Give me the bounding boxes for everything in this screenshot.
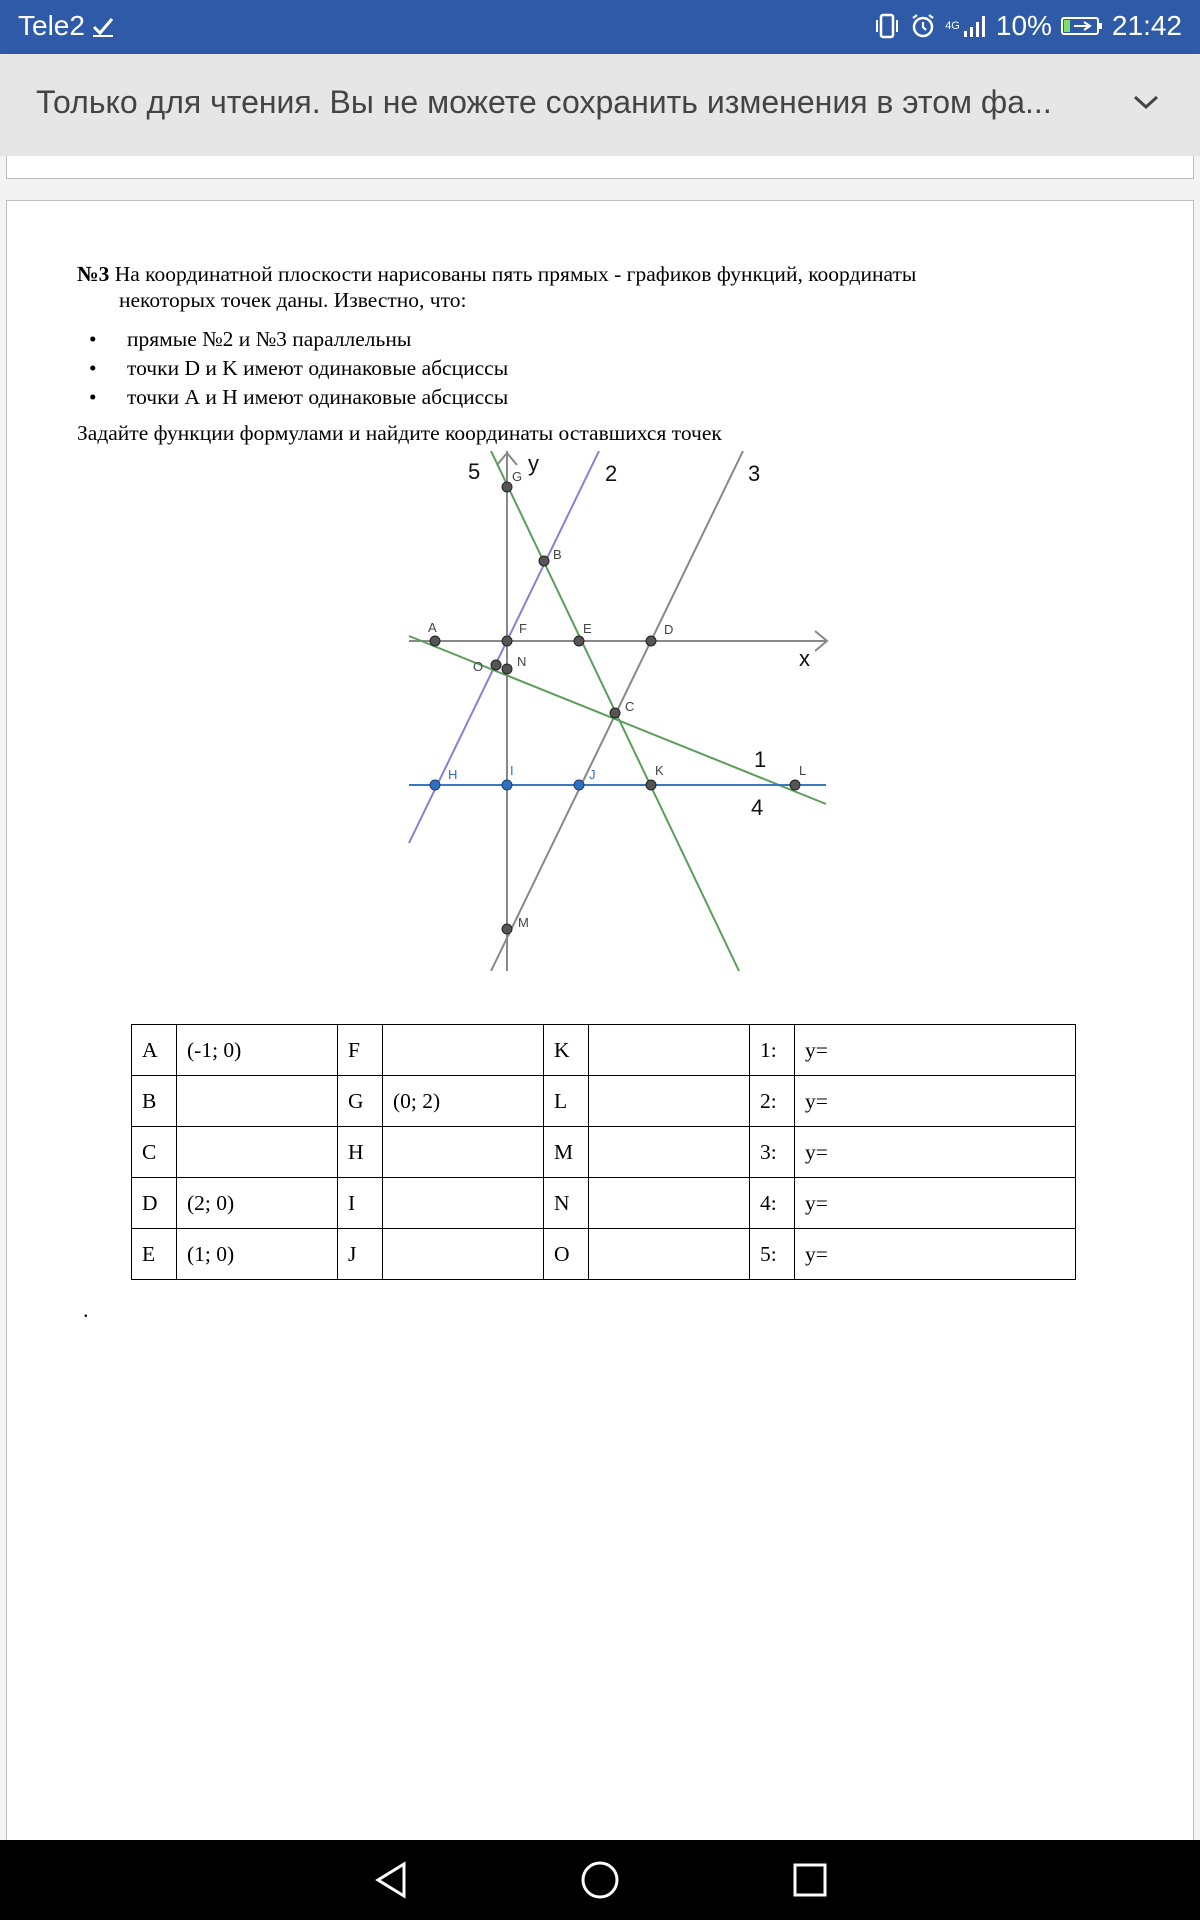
point-label-d: D <box>664 622 674 637</box>
recents-square-icon <box>790 1860 830 1900</box>
recents-button[interactable] <box>786 1856 834 1904</box>
line-3-label: 3 <box>748 461 761 486</box>
alarm-icon <box>909 12 937 40</box>
line-2-label: 2 <box>605 461 618 486</box>
table-cell-value <box>383 1229 544 1280</box>
point-label-b: B <box>553 547 562 562</box>
table-cell-value: (-1; 0) <box>177 1025 338 1076</box>
list-item: • прямые №2 и №3 параллельны <box>87 325 508 354</box>
point-l <box>790 780 800 790</box>
carrier-info <box>18 10 115 42</box>
point-label-o: O <box>473 659 484 674</box>
table-cell-value <box>589 1178 750 1229</box>
points <box>430 482 800 934</box>
table-cell-label: L <box>544 1076 589 1127</box>
task-intro-continued: некоторых точек даны. Известно, что: <box>119 288 467 312</box>
signal-icon <box>945 13 988 39</box>
table-cell-value: y= <box>795 1229 1076 1280</box>
stray-mark: . <box>83 1297 89 1322</box>
point-c <box>610 708 620 718</box>
battery-charging-icon <box>1060 14 1104 38</box>
table-cell-label: 3: <box>750 1127 795 1178</box>
table-cell-label: D <box>132 1178 177 1229</box>
task-intro: На координатной плоскости нарисованы пять прямых - графиков функций, координаты <box>114 262 917 286</box>
table-cell-label: 1: <box>750 1025 795 1076</box>
table-cell-value: y= <box>795 1127 1076 1178</box>
table-cell-label: B <box>132 1076 177 1127</box>
point-n <box>502 664 512 674</box>
point-label-j: J <box>589 767 596 782</box>
status-bar <box>0 0 1200 54</box>
check-icon <box>91 14 115 38</box>
table-cell-value: (2; 0) <box>177 1178 338 1229</box>
table-cell-value <box>177 1076 338 1127</box>
task-statement <box>77 261 1037 313</box>
carrier-name: Tele2 <box>18 10 85 41</box>
conditions-list <box>87 325 508 412</box>
read-only-message: Только для чтения. Вы не можете сохранить изменения в этом фа... <box>36 84 1052 120</box>
point-label-a: A <box>428 620 437 635</box>
table-cell-value <box>589 1229 750 1280</box>
line-1-label: 1 <box>754 747 767 772</box>
point-k <box>646 780 656 790</box>
table-cell-value <box>383 1178 544 1229</box>
y-axis-label: y <box>528 451 539 476</box>
table-cell-label: H <box>338 1127 383 1178</box>
line-4-label: 4 <box>751 795 764 820</box>
table-cell-label: 4: <box>750 1178 795 1229</box>
table-cell-value <box>177 1127 338 1178</box>
home-circle-icon <box>580 1860 620 1900</box>
read-only-banner[interactable] <box>0 54 1200 156</box>
chevron-down-icon[interactable] <box>1132 92 1160 117</box>
table-cell-value: (0; 2) <box>383 1076 544 1127</box>
point-f <box>502 636 512 646</box>
previous-page-edge <box>6 156 1194 179</box>
point-label-f: F <box>519 621 527 636</box>
network-type: 4G <box>945 19 960 32</box>
vibrate-icon <box>873 12 901 40</box>
document-viewport[interactable] <box>0 156 1200 1840</box>
table-row <box>132 1229 1076 1280</box>
table-cell-label: E <box>132 1229 177 1280</box>
table-row <box>132 1076 1076 1127</box>
table-cell-label: F <box>338 1025 383 1076</box>
document-page <box>6 200 1194 1862</box>
point-label-h: H <box>448 767 458 782</box>
point-g <box>502 482 512 492</box>
table-cell-value: y= <box>795 1076 1076 1127</box>
list-item: • точки А и H имеют одинаковые абсциссы <box>87 383 508 412</box>
x-axis-label: x <box>799 646 810 671</box>
point-label-m: M <box>518 915 529 930</box>
coordinate-figure <box>401 451 831 971</box>
table-cell-value <box>589 1076 750 1127</box>
point-d <box>646 636 656 646</box>
table-cell-label: O <box>544 1229 589 1280</box>
table-cell-label: N <box>544 1178 589 1229</box>
point-label-i: I <box>510 763 514 778</box>
clock-time: 21:42 <box>1111 10 1182 41</box>
table-cell-label: A <box>132 1025 177 1076</box>
table-cell-label: G <box>338 1076 383 1127</box>
table-cell-label: M <box>544 1127 589 1178</box>
line-5-label: 5 <box>468 459 481 484</box>
table-cell-value <box>589 1127 750 1178</box>
table-cell-value: (1; 0) <box>177 1229 338 1280</box>
task-number: №3 <box>77 262 110 286</box>
point-label-c: C <box>625 699 635 714</box>
table-cell-value: y= <box>795 1025 1076 1076</box>
point-b <box>539 556 549 566</box>
point-label-e: E <box>583 621 592 636</box>
table-cell-value: y= <box>795 1178 1076 1229</box>
point-h <box>430 780 440 790</box>
point-a <box>430 636 440 646</box>
table-row <box>132 1178 1076 1229</box>
point-label-k: K <box>655 763 664 778</box>
table-cell-label: 2: <box>750 1076 795 1127</box>
table-cell-label: C <box>132 1127 177 1178</box>
table-cell-label: K <box>544 1025 589 1076</box>
point-m <box>502 924 512 934</box>
point-label-l: L <box>799 763 807 778</box>
list-item: • точки D и K имеют одинаковые абсциссы <box>87 354 508 383</box>
point-label-g: G <box>512 469 523 484</box>
back-button[interactable] <box>368 1856 416 1904</box>
table-cell-label: I <box>338 1178 383 1229</box>
point-j <box>574 780 584 790</box>
table-cell-label: J <box>338 1229 383 1280</box>
status-icons <box>873 10 1182 42</box>
home-button[interactable] <box>576 1856 624 1904</box>
point-e <box>574 636 584 646</box>
point-o <box>491 660 501 670</box>
battery-percent: 10% <box>995 10 1052 41</box>
task-question: Задайте функции формулами и найдите координаты оставшихся точек <box>77 421 722 445</box>
answer-table <box>131 1024 1076 1280</box>
point-i <box>502 780 512 790</box>
table-cell-value <box>589 1025 750 1076</box>
navigation-bar <box>0 1840 1200 1920</box>
table-cell-label: 5: <box>750 1229 795 1280</box>
point-label-n: N <box>517 654 527 669</box>
back-triangle-icon <box>372 1860 412 1900</box>
table-row <box>132 1127 1076 1178</box>
table-row <box>132 1025 1076 1076</box>
line-1 <box>409 636 826 804</box>
table-cell-value <box>383 1127 544 1178</box>
table-cell-value <box>383 1025 544 1076</box>
